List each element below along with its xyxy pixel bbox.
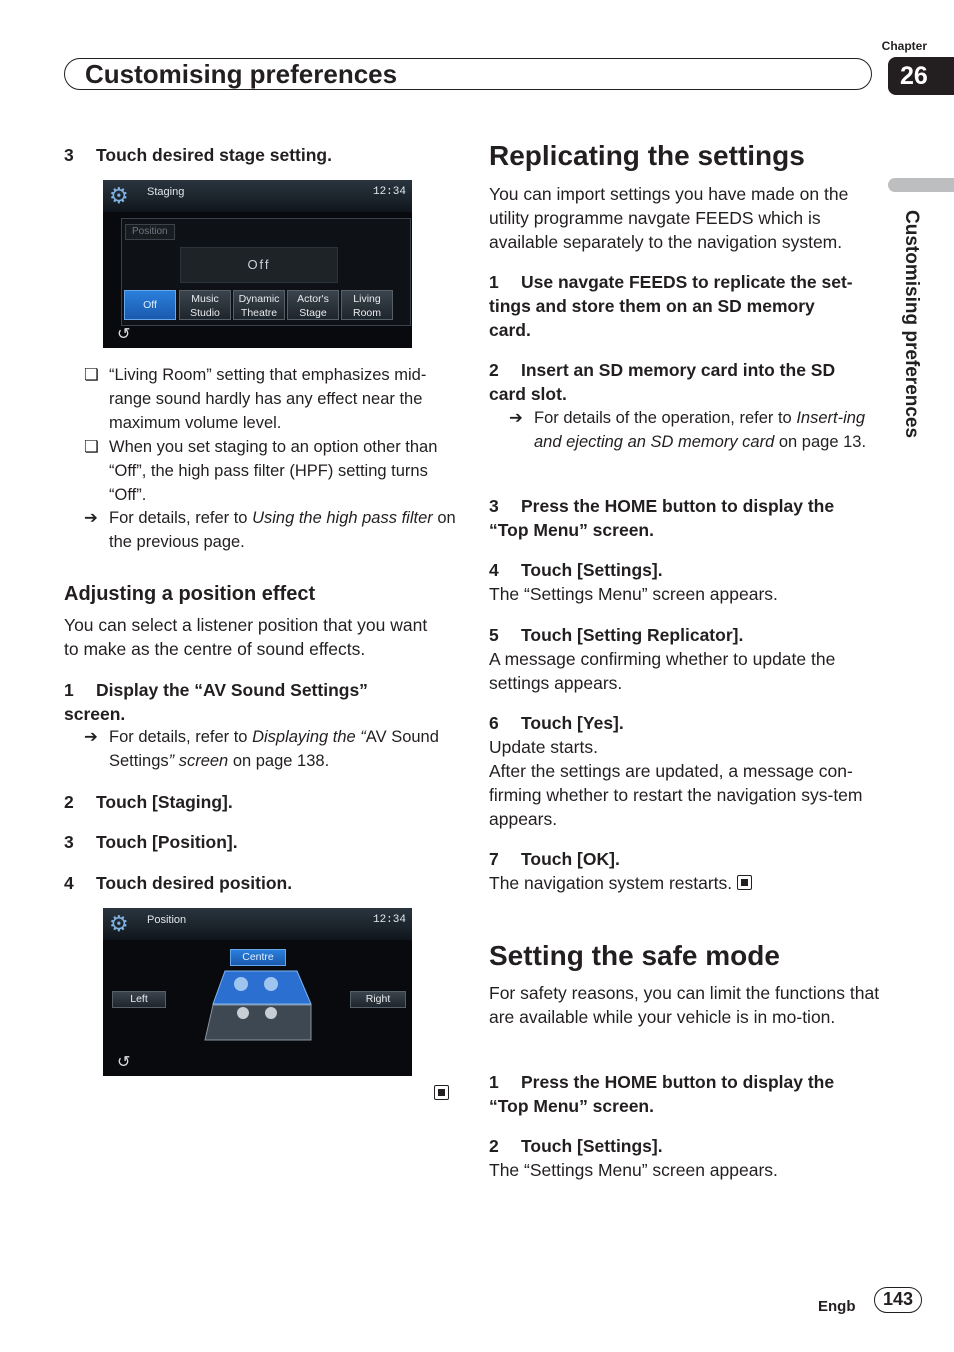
staging-display: Off — [180, 247, 338, 283]
step-2-staging: 2 Touch [Staging]. — [64, 792, 233, 812]
front-seats — [213, 971, 311, 1004]
arrow-bullet-icon: ➔ — [84, 728, 98, 746]
section-title: Customising preferences — [85, 59, 398, 89]
note-refer-sd-card: ➔ For details of the operation, refer to Insert-ing and ejecting an SD memory card on page 13. — [489, 406, 881, 454]
position-tag[interactable]: Position — [125, 224, 175, 240]
language-code: Engb — [818, 1298, 856, 1315]
position-centre-button[interactable]: Centre — [230, 949, 286, 966]
rep-step-1: 1 Use navgate FEEDS to replicate the set- tings and store them on an SD memory card. — [489, 272, 853, 340]
end-of-section-icon — [737, 875, 752, 890]
position-intro: You can select a listener position that you want to make as the centre of sound effects. — [64, 615, 428, 659]
chapter-number: 26 — [888, 57, 954, 95]
note-staging-hpf: ❏ When you set staging to an option other than “Off”, the high pass filter (HPF) setting turns “Off”. — [64, 435, 464, 507]
front-left-seat-icon — [234, 977, 248, 991]
screen-title: Staging — [147, 186, 185, 198]
subheading-position-effect: Adjusting a position effect — [64, 583, 316, 605]
note-living-room: ❏ “Living Room” setting that emphasizes mid-range sound hardly has any effect near the maximum volume level. — [64, 363, 464, 435]
rear-left-seat-icon — [237, 1007, 249, 1019]
step-3-stage: 3 Touch desired stage setting. — [64, 145, 332, 165]
screen-title-bar — [103, 180, 412, 212]
heading-safe-mode: Setting the safe mode — [489, 940, 780, 971]
rep-step-5-body: A message confirming whether to update the settings appears. — [489, 649, 836, 693]
safe-step-2-body: The “Settings Menu” screen appears. — [489, 1160, 778, 1180]
side-tab-marker — [888, 178, 954, 192]
step-3-position: 3 Touch [Position]. — [64, 832, 238, 852]
arrow-bullet-icon: ➔ — [509, 409, 523, 427]
safe-step-2: 2 Touch [Settings]. — [489, 1136, 663, 1156]
staging-music-studio-button[interactable]: Music Studio — [179, 290, 231, 320]
rep-step-7-body: The navigation system restarts. — [489, 871, 752, 895]
safe-mode-intro: For safety reasons, you can limit the functions that are available while your vehicle is in mo-tion. — [489, 983, 880, 1027]
rear-right-seat-icon — [265, 1007, 277, 1019]
rep-step-5: 5 Touch [Setting Replicator]. — [489, 625, 744, 645]
settings-gear-icon: ⚙ — [109, 183, 129, 208]
rep-step-4-body: The “Settings Menu” screen appears. — [489, 584, 778, 604]
staging-dynamic-theatre-button[interactable]: Dynamic Theatre — [233, 290, 285, 320]
rep-step-6: 6 Touch [Yes]. — [489, 713, 624, 733]
rep-step-2: 2 Insert an SD memory card into the SD card slot. — [489, 360, 836, 404]
end-of-section-icon — [434, 1085, 449, 1104]
staging-off-button[interactable]: Off — [124, 290, 176, 320]
screen-title: Position — [147, 914, 187, 926]
settings-gear-icon: ⚙ — [109, 911, 129, 936]
safe-step-1: 1 Press the HOME button to display the “Top Menu” screen. — [489, 1072, 835, 1116]
rear-seats — [205, 1005, 311, 1040]
back-arrow-icon[interactable]: ↺ — [117, 326, 131, 343]
replicating-intro: You can import settings you have made on the utility programme navgate FEEDS which is available separately to the navigation system. — [489, 184, 849, 252]
screen-clock: 12:34 — [372, 914, 406, 926]
note-refer-av-settings: ➔ For details, refer to Displaying the “AV Sound Settings” screen on page 138. — [64, 725, 464, 773]
step-4-position: 4 Touch desired position. — [64, 873, 293, 893]
position-screen — [103, 908, 412, 1076]
rep-step-4: 4 Touch [Settings]. — [489, 560, 663, 580]
position-right-button[interactable]: Right — [350, 991, 406, 1008]
front-right-seat-icon — [264, 977, 278, 991]
step-1-display-av: 1 Display the “AV Sound Settings” screen. — [64, 680, 368, 724]
screen-clock: 12:34 — [372, 186, 406, 198]
arrow-bullet-icon: ➔ — [84, 509, 98, 527]
back-arrow-icon[interactable]: ↺ — [117, 1054, 131, 1071]
checkbox-bullet-icon: ❏ — [84, 438, 99, 456]
chapter-label: Chapter — [881, 39, 927, 53]
rep-step-7: 7 Touch [OK]. — [489, 849, 620, 869]
rep-step-3: 3 Press the HOME button to display the “Top Menu” screen. — [489, 496, 835, 540]
side-tab-label: Customising preferences — [901, 210, 922, 439]
staging-screen — [103, 180, 412, 348]
rep-step-6-body: Update starts. After the settings are updated, a message con-firming whether to restart the navigation sys-tem appears. — [489, 737, 863, 829]
section-title-bar — [64, 58, 872, 90]
heading-replicating: Replicating the settings — [489, 140, 805, 171]
note-refer-hpf: ➔ For details, refer to Using the high pass filter on the previous page. — [64, 506, 464, 554]
checkbox-bullet-icon: ❏ — [84, 366, 99, 384]
page-number: 143 — [874, 1287, 922, 1313]
staging-living-room-button[interactable]: Living Room — [341, 290, 393, 320]
position-left-button[interactable]: Left — [112, 991, 166, 1008]
staging-actors-stage-button[interactable]: Actor's Stage — [287, 290, 339, 320]
